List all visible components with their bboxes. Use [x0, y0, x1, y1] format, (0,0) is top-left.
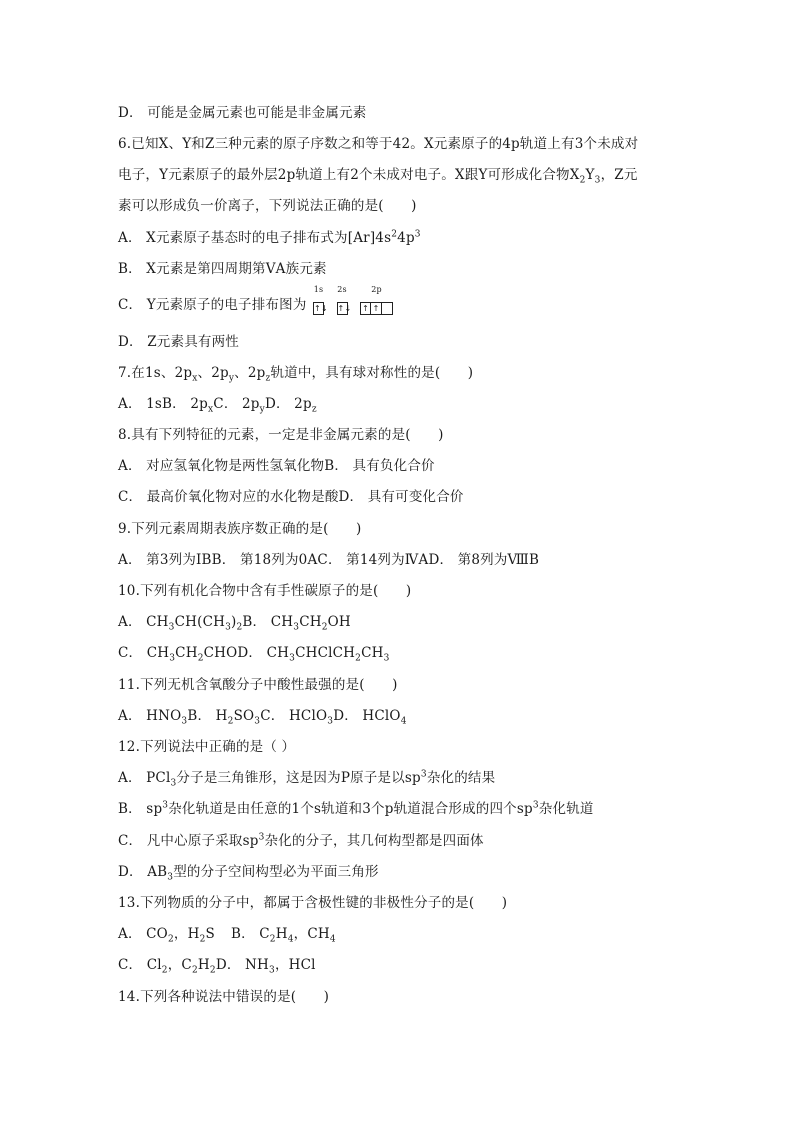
q13-options-cd: C． $Cl_2$，$C_2H_2D$． $NH_3$，HCl — [118, 957, 316, 976]
q12-stem: 12.下列说法中正确的是（ ） — [118, 739, 296, 755]
q12-option-b: B． $sp^3$杂化轨道是由任意的1个s轨道和3个p轨道混合形成的四个$sp^3$杂化轨道 — [118, 800, 594, 817]
q6-stem-line3: 素可以形成负一价离子，下列说法正确的是( ) — [118, 198, 417, 214]
orbital-2s: 2s ↑↓ — [337, 284, 352, 313]
orbital-2p: 2p ↑ ↑ — [360, 297, 393, 315]
q6-option-c: C． Y元素原子的电子排布图为 1s ↑↓ 2s ↑↓ 2p ↑ ↑ — [118, 296, 401, 315]
q6-option-b: B． X元素是第四周期第ⅤA族元素 — [118, 261, 327, 277]
q7-options: A． 1sB． $2p_xC$． $2p_yD$． $2p_z$ — [118, 396, 317, 415]
q7-stem: 7.在1s、$2p_x$、$2p_y$、$2p_z$轨道中，具有球对称性的是( ) — [118, 365, 474, 384]
q12-option-d: D． $AB_3$型的分子空间构型必为平面三角形 — [118, 864, 379, 883]
q8-options-cd: C． 最高价氧化物对应的水化物是酸D． 具有可变化合价 — [118, 489, 464, 505]
orbital-1s: 1s ↑↓ — [313, 284, 328, 313]
q10-stem: 10.下列有机化合物中含有手性碳原子的是( ) — [118, 583, 412, 599]
q9-stem: 9.下列元素周期表族序数正确的是( ) — [118, 521, 362, 537]
q11-stem: 11.下列无机含氧酸分子中酸性最强的是( ) — [118, 677, 398, 693]
q6-stem-line1: 6.已知X、Y和Z三种元素的原子序数之和等于42。X元素原子的4p轨道上有3个未成对 — [118, 136, 639, 152]
q13-stem: 13.下列物质的分子中，都属于含极性键的非极性分子的是( ) — [118, 895, 508, 911]
q8-options-ab: A． 对应氢氧化物是两性氢氧化物B． 具有负化合价 — [118, 458, 435, 474]
q12-option-c: C． 凡中心原子采取$sp^3$杂化的分子，其几何构型都是四面体 — [118, 832, 484, 849]
q9-options: A． 第3列为ⅠBB． 第18列为0AC． 第14列为ⅣAD． 第8列为ⅧB — [118, 552, 540, 568]
q8-stem: 8.具有下列特征的元素，一定是非金属元素的是( ) — [118, 427, 444, 443]
q6-option-d: D． Z元素具有两性 — [118, 334, 239, 350]
q10-options-cd: C． $CH_3CH_2CHOD$． $CH_3CHClCH_2CH_3$ — [118, 645, 390, 664]
q6-stem-line2: 电子，Y元素原子的最外层2p轨道上有2个未成对电子。X跟Y可形成化合物$X_2Y_3$，Z元 — [118, 167, 638, 186]
q12-option-a: A． PCl$_3$分子是三角锥形，这是因为P原子是以$sp^3$杂化的结果 — [118, 769, 496, 789]
q5-option-d: D． 可能是金属元素也可能是非金属元素 — [118, 105, 367, 121]
q13-options-ab: A． $CO_2$，$H_2S$ B． $C_2H_4$，$CH_4$ — [118, 926, 336, 945]
q14-stem: 14.下列各种说法中错误的是( ) — [118, 989, 330, 1005]
q10-options-ab: A． $CH_3CH(CH_3)_2B$． $CH_3CH_2OH$ — [118, 614, 351, 633]
q6-option-a: A． X元素原子基态时的电子排布式为$[Ar]4s^24p^3$ — [118, 229, 421, 246]
q11-options: A． $HNO_3B$． $H_2SO_3C$． HClO$_3$D． HClO$_4$ — [118, 708, 407, 727]
orbital-diagram — [313, 284, 401, 315]
